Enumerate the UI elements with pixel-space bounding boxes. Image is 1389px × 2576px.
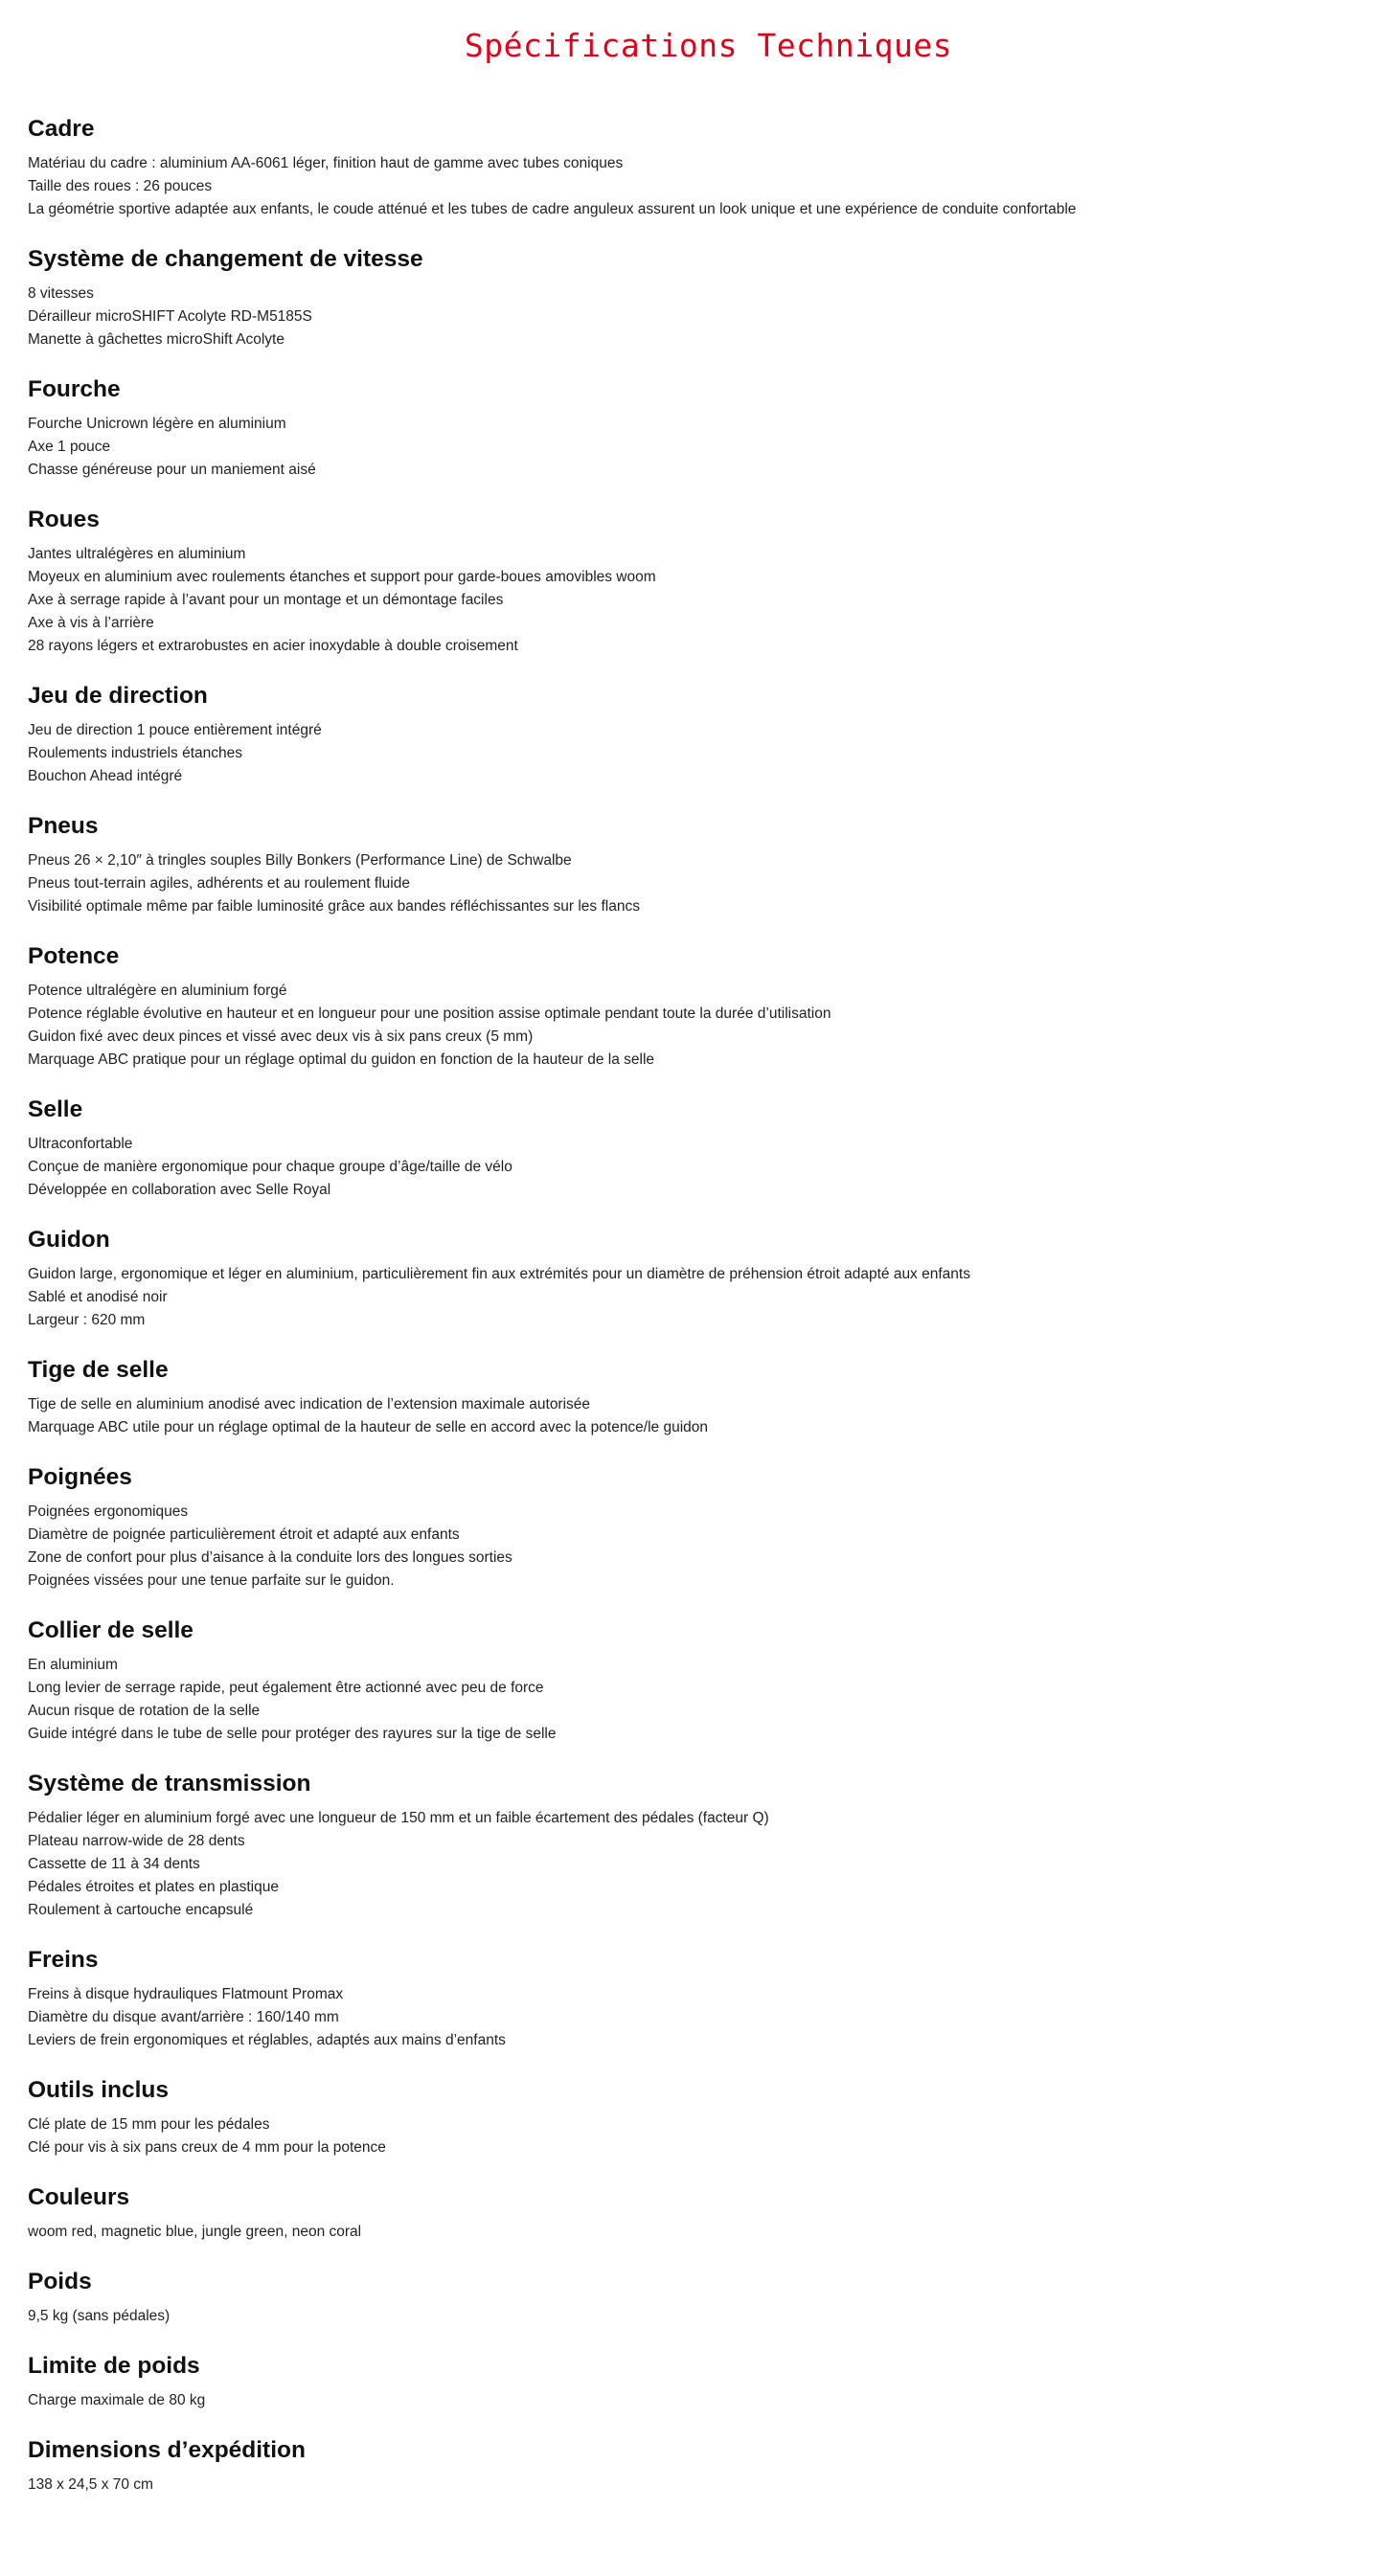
spec-section <box>28 1922 1389 2052</box>
spec-item: 28 rayons légers et extrarobustes en acier inoxydable à double croisement <box>28 638 518 654</box>
spec-item: Guidon large, ergonomique et léger en aluminium, particulièrement fin aux extrémités pour un diamètre de préhension étroit adapté aux enfants <box>28 1266 970 1282</box>
section-heading: Système de changement de vitesse <box>28 246 423 272</box>
spec-item: Manette à gâchettes microShift Acolyte <box>28 331 285 348</box>
spec-item: La géométrie sportive adaptée aux enfants, le coude atténué et les tubes de cadre anguleux assurent un look unique et une expérience de conduite confortable <box>28 201 1077 217</box>
spec-item: Poignées vissées pour une tenue parfaite sur le guidon. <box>28 1572 395 1589</box>
section-heading: Poids <box>28 2269 92 2294</box>
spec-item: 138 x 24,5 x 70 cm <box>28 2476 153 2493</box>
spec-list <box>28 145 1389 221</box>
spec-list <box>28 275 1389 351</box>
spec-section <box>28 2244 1389 2328</box>
spec-item: Guidon fixé avec deux pinces et vissé avec deux vis à six pans creux (5 mm) <box>28 1028 534 1045</box>
spec-list <box>28 1255 1389 1332</box>
spec-item: Pédales étroites et plates en plastique <box>28 1879 279 1895</box>
section-heading: Potence <box>28 943 120 969</box>
spec-item: Moyeux en aluminium avec roulements étanches et support pour garde-boues amovibles woom <box>28 569 656 585</box>
spec-list <box>28 972 1389 1072</box>
spec-item: Bouchon Ahead intégré <box>28 768 183 784</box>
spec-item: Potence réglable évolutive en hauteur et en longueur pour une position assise optimale pendant toute la durée d’utilisation <box>28 1006 831 1022</box>
spec-item: Tige de selle en aluminium anodisé avec indication de l’extension maximale autorisée <box>28 1396 591 1412</box>
spec-list <box>28 712 1389 788</box>
section-heading: Jeu de direction <box>28 683 208 709</box>
spec-section <box>28 1072 1389 1202</box>
spec-section <box>28 221 1389 351</box>
spec-item: Matériau du cadre : aluminium AA-6061 léger, finition haut de gamme avec tubes coniques <box>28 155 624 171</box>
spec-item: 8 vitesses <box>28 285 94 302</box>
spec-list <box>28 1493 1389 1593</box>
spec-item: Pédalier léger en aluminium forgé avec une longueur de 150 mm et un faible écartement des pédales (facteur Q) <box>28 1810 769 1826</box>
spec-section <box>28 351 1389 482</box>
spec-item: Roulements industriels étanches <box>28 745 243 761</box>
spec-section <box>28 658 1389 788</box>
spec-section <box>28 482 1389 658</box>
spec-section <box>28 788 1389 918</box>
spec-list <box>28 405 1389 482</box>
spec-list <box>28 2106 1389 2159</box>
spec-item: woom red, magnetic blue, jungle green, neon coral <box>28 2224 362 2240</box>
spec-list <box>28 535 1389 658</box>
spec-section <box>28 1593 1389 1746</box>
spec-item: Conçue de manière ergonomique pour chaque groupe d’âge/taille de vélo <box>28 1159 512 1175</box>
spec-list <box>28 1386 1389 1439</box>
spec-section <box>28 1202 1389 1332</box>
spec-item: Potence ultralégère en aluminium forgé <box>28 983 287 999</box>
spec-item: Cassette de 11 à 34 dents <box>28 1856 200 1872</box>
spec-list <box>28 842 1389 918</box>
section-heading: Pneus <box>28 813 99 839</box>
section-heading: Collier de selle <box>28 1617 194 1643</box>
spec-item: Taille des roues : 26 pouces <box>28 178 213 194</box>
section-heading: Cadre <box>28 116 95 142</box>
spec-item: Largeur : 620 mm <box>28 1312 146 1328</box>
spec-item: Jeu de direction 1 pouce entièrement intégré <box>28 722 322 738</box>
spec-item: Axe à vis à l’arrière <box>28 615 154 631</box>
spec-item: Roulement à cartouche encapsulé <box>28 1902 254 1918</box>
section-heading: Couleurs <box>28 2184 130 2210</box>
spec-section <box>28 918 1389 1072</box>
spec-item: Charge maximale de 80 kg <box>28 2392 206 2408</box>
spec-item: Aucun risque de rotation de la selle <box>28 1703 261 1719</box>
spec-section <box>28 1332 1389 1439</box>
spec-item: Zone de confort pour plus d’aisance à la conduite lors des longues sorties <box>28 1549 512 1566</box>
spec-item: Pneus 26 × 2,10″ à tringles souples Billy Bonkers (Performance Line) de Schwalbe <box>28 852 572 869</box>
section-heading: Freins <box>28 1947 99 1973</box>
section-heading: Dimensions d’expédition <box>28 2437 306 2463</box>
spec-list <box>28 1646 1389 1746</box>
spec-item: Diamètre du disque avant/arrière : 160/140 mm <box>28 2009 339 2025</box>
spec-item: Dérailleur microSHIFT Acolyte RD-M5185S <box>28 308 312 325</box>
spec-section <box>28 1746 1389 1922</box>
spec-item: Diamètre de poignée particulièrement étroit et adapté aux enfants <box>28 1526 460 1543</box>
spec-item: Freins à disque hydrauliques Flatmount Promax <box>28 1986 344 2002</box>
spec-item: Poignées ergonomiques <box>28 1503 189 1520</box>
spec-item: Leviers de frein ergonomiques et réglables, adaptés aux mains d’enfants <box>28 2032 506 2048</box>
spec-list <box>28 1125 1389 1202</box>
spec-item: Long levier de serrage rapide, peut également être actionné avec peu de force <box>28 1680 544 1696</box>
section-heading: Tige de selle <box>28 1357 169 1383</box>
spec-item: Clé pour vis à six pans creux de 4 mm pour la potence <box>28 2139 386 2156</box>
spec-section <box>28 2328 1389 2412</box>
section-heading: Limite de poids <box>28 2353 200 2379</box>
spec-list <box>28 2297 1389 2328</box>
spec-section <box>28 2052 1389 2159</box>
spec-section <box>28 91 1389 221</box>
section-heading: Système de transmission <box>28 1771 311 1796</box>
spec-item: Clé plate de 15 mm pour les pédales <box>28 2116 270 2133</box>
section-heading: Fourche <box>28 376 121 402</box>
spec-section <box>28 2412 1389 2497</box>
spec-item: Plateau narrow-wide de 28 dents <box>28 1833 245 1849</box>
section-heading: Poignées <box>28 1464 132 1490</box>
spec-item: 9,5 kg (sans pédales) <box>28 2308 171 2324</box>
spec-item: Axe 1 pouce <box>28 439 111 455</box>
spec-item: Visibilité optimale même par faible luminosité grâce aux bandes réfléchissantes sur les flancs <box>28 898 640 915</box>
spec-list <box>28 2213 1389 2244</box>
spec-item: Axe à serrage rapide à l’avant pour un montage et un démontage faciles <box>28 592 504 608</box>
spec-item: Pneus tout-terrain agiles, adhérents et au roulement fluide <box>28 875 410 892</box>
spec-item: Jantes ultralégères en aluminium <box>28 546 246 562</box>
spec-item: Ultraconfortable <box>28 1136 133 1152</box>
spec-item: Marquage ABC utile pour un réglage optimal de la hauteur de selle en accord avec la potence/le guidon <box>28 1419 709 1435</box>
spec-item: Marquage ABC pratique pour un réglage optimal du guidon en fonction de la hauteur de la selle <box>28 1051 655 1068</box>
spec-item: Guide intégré dans le tube de selle pour protéger des rayures sur la tige de selle <box>28 1726 557 1742</box>
spec-section <box>28 1439 1389 1593</box>
section-heading: Selle <box>28 1096 83 1122</box>
spec-list <box>28 1799 1389 1922</box>
spec-item: Chasse généreuse pour un maniement aisé <box>28 462 316 478</box>
spec-item: En aluminium <box>28 1657 118 1673</box>
section-heading: Roues <box>28 507 100 532</box>
spec-item: Sablé et anodisé noir <box>28 1289 168 1305</box>
spec-item: Fourche Unicrown légère en aluminium <box>28 416 286 432</box>
spec-item: Développée en collaboration avec Selle Royal <box>28 1182 331 1198</box>
spec-list <box>28 2466 1389 2497</box>
section-heading: Outils inclus <box>28 2077 170 2103</box>
spec-list <box>28 1976 1389 2052</box>
section-heading: Guidon <box>28 1227 110 1253</box>
spec-section <box>28 2159 1389 2244</box>
spec-sections <box>28 91 1389 2497</box>
page-title: Spécifications Techniques <box>464 27 953 64</box>
spec-list <box>28 2382 1389 2412</box>
